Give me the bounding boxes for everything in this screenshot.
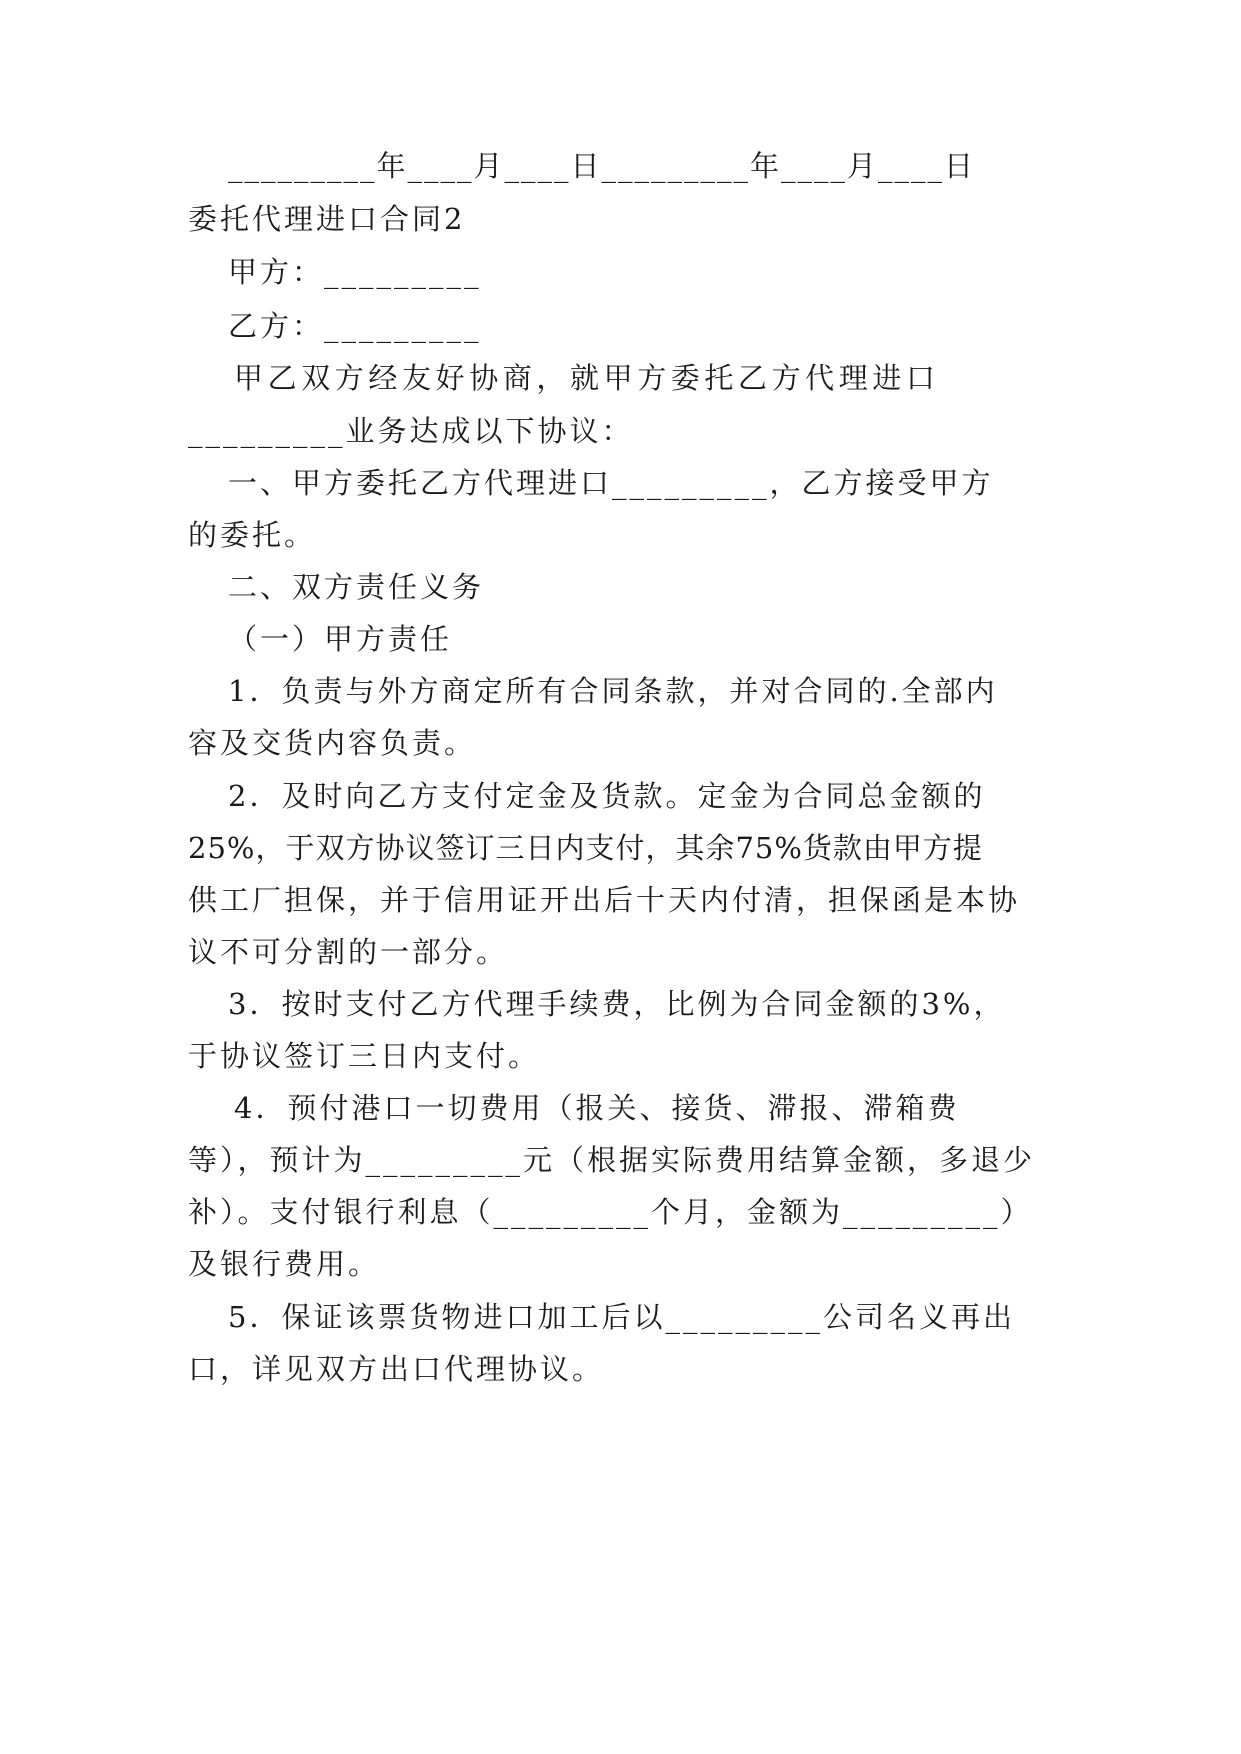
party-a-line: 甲方：_________ [228,255,482,289]
clause-2-heading: 二、双方责任义务 [228,570,485,604]
item-3-line-1: 3．按时支付乙方代理手续费，比例为合同金额的3%， [228,987,1006,1021]
item-2-line-2: 25%，于双方协议签订三日内支付，其余75%货款由甲方提 [188,831,983,865]
item-5-line-1: 5．保证该票货物进口加工后以_________公司名义再出 [228,1300,1015,1334]
party-b-line: 乙方：_________ [228,309,482,343]
item-4-line-4: 及银行费用。 [188,1247,381,1281]
document-title: 委托代理进口合同2 [188,202,466,236]
item-3-line-2: 于协议签订三日内支付。 [188,1039,541,1073]
item-5-line-2: 口，详见双方出口代理协议。 [188,1352,605,1386]
item-2-line-4: 议不可分割的一部分。 [188,935,509,969]
date-line: _________年____月____日_________年____月____日 [228,149,976,183]
item-2-line-1: 2．及时向乙方支付定金及货款。定金为合同总金额的 [228,779,986,813]
clause-1-line-2: 的委托。 [188,518,317,552]
item-4-line-3: 补）。支付银行利息（_________个月，金额为_________） [188,1195,1033,1229]
item-1-line-2: 容及交货内容负责。 [188,726,477,760]
item-1-line-1: 1．负责与外方商定所有合同条款，并对合同的.全部内 [228,674,998,708]
sub-heading-party-a-duties: （一）甲方责任 [228,622,453,656]
intro-line-2: _________业务达成以下协议： [188,414,634,448]
intro-line-1: 甲乙双方经友好协商，就甲方委托乙方代理进口 [234,361,938,395]
clause-1-line-1: 一、甲方委托乙方代理进口_________，乙方接受甲方 [228,466,994,500]
item-2-line-3: 供工厂担保，并于信用证开出后十天内付清，担保函是本协 [188,883,1021,917]
item-4-line-1: 4．预付港口一切费用（报关、接货、滞报、滞箱费 [234,1091,960,1125]
item-4-line-2: 等），预计为_________元（根据实际费用结算金额，多退少 [188,1143,1036,1177]
